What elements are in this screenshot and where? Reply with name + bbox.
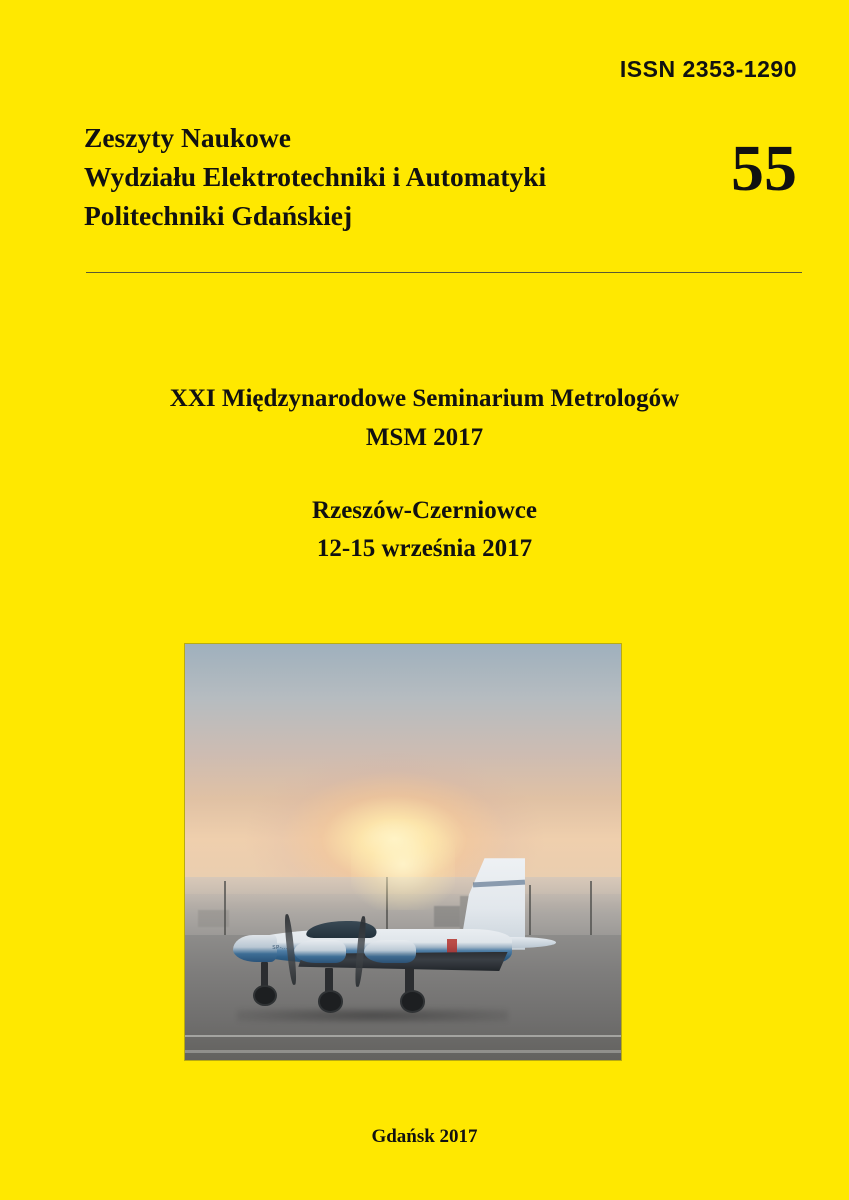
airplane-main-wheel: [318, 990, 343, 1012]
airplane-cockpit-window: [306, 921, 379, 938]
airplane-engine-left: [294, 940, 346, 963]
airplane-nose: [233, 935, 277, 962]
issn-text: ISSN 2353-1290: [619, 56, 797, 82]
footer-imprint: Gdańsk 2017: [371, 1126, 478, 1147]
cover-photo: [184, 643, 622, 1061]
conference-name: XXI Międzynarodowe Seminarium Metrologów: [169, 385, 680, 412]
conference-spacer: [0, 458, 849, 492]
journal-title-line-2: Wydziału Elektrotechniki i Automatyki: [84, 161, 547, 193]
conference-dates: 12-15 września 2017: [316, 535, 533, 563]
conference-acronym: MSM 2017: [365, 423, 484, 451]
airplane-registration-text: SP-...: [272, 945, 288, 952]
journal-title-line-1: Zeszyty Naukowe: [84, 122, 292, 153]
airplane-engine-right: [364, 940, 416, 963]
cover-photo-image: [185, 644, 621, 1060]
airplane-main-wheel: [400, 990, 425, 1012]
masthead: [84, 118, 801, 235]
issue-number: 55: [731, 132, 797, 205]
header-divider: [86, 272, 802, 273]
conference-block: [0, 380, 849, 569]
airplane: [185, 644, 621, 1060]
journal-title-line-3: Politechniki Gdańskiej: [84, 200, 353, 232]
conference-location: Rzeszów-Czerniowce: [312, 496, 537, 524]
airplane-nose-wheel: [253, 985, 277, 1006]
journal-title: [84, 118, 546, 235]
background-red-marker: [447, 939, 457, 952]
